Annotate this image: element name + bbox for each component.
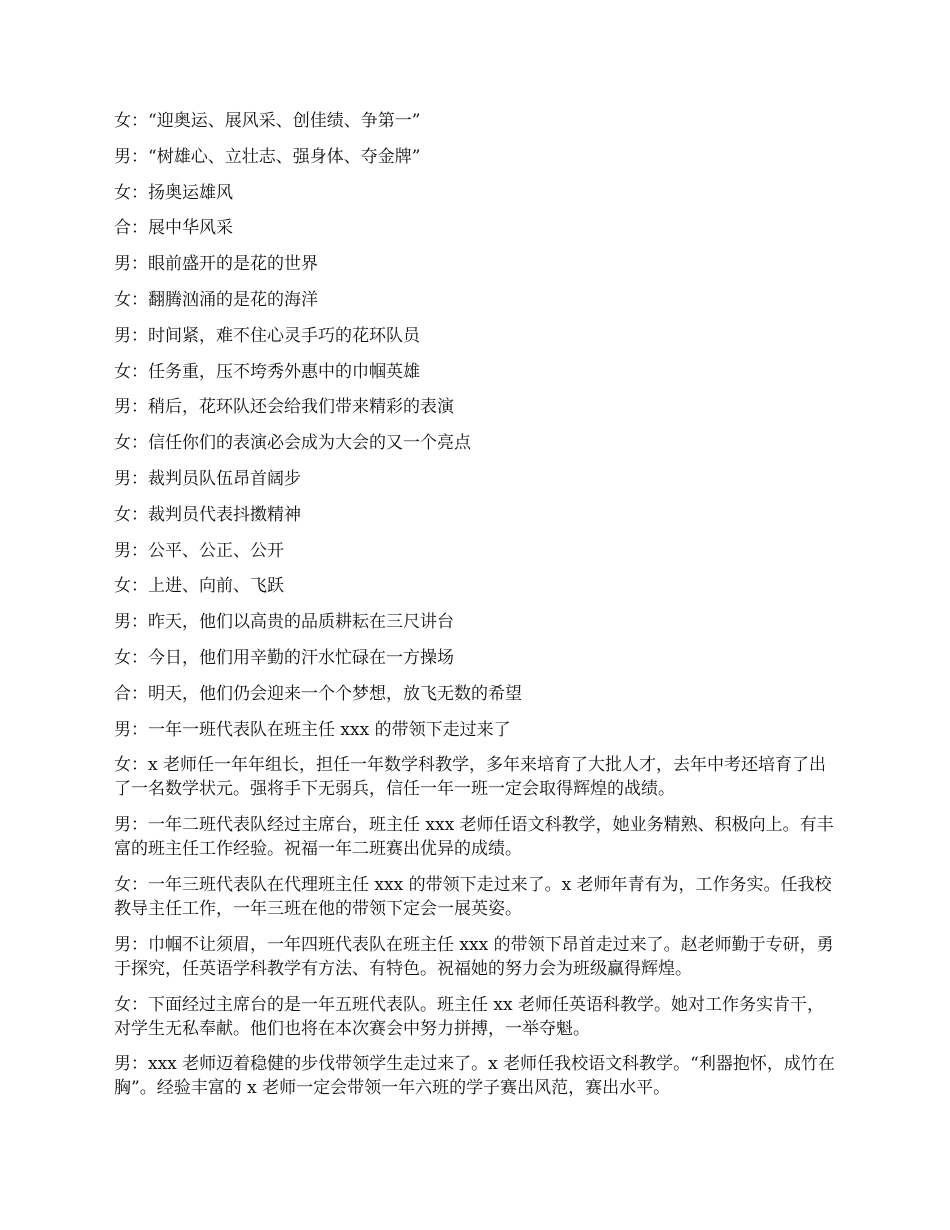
paragraph-8: 女：任务重，压不垮秀外惠中的巾帼英雄	[114, 361, 420, 382]
paragraph-7: 男：时间紧，难不住心灵手巧的花环队员	[114, 325, 420, 346]
paragraph-12: 女：裁判员代表抖擞精神	[114, 504, 301, 525]
paragraph-6: 女：翻腾汹涌的是花的海洋	[114, 289, 318, 310]
paragraph-1: 女：“迎奥运、展风采、创佳绩、争第一”	[114, 111, 421, 131]
paragraph-11: 男：裁判员队伍昂首阔步	[114, 468, 301, 489]
paragraph-13: 男：公平、公正、公开	[114, 540, 284, 561]
paragraph-19: 女：x 老师任一年年组长，担任一年数学科教学，多年来培育了大批人才，去年中考还培育了出了一名数学状元。强将手下无弱兵，信任一年一班一定会取得辉煌的战绩。	[114, 755, 826, 800]
paragraph-15: 男：昨天，他们以高贵的品质耕耘在三尺讲台	[114, 612, 454, 633]
paragraph-16: 女：今日，他们用辛勤的汗水忙碌在一方操场	[114, 647, 454, 668]
paragraph-20: 男：一年二班代表队经过主席台，班主任 xxx 老师任语文科教学，她业务精熟、积极向上。有丰富的班主任工作经验。祝福一年二班赛出优异的成绩。	[114, 815, 834, 860]
paragraph-9: 男：稍后，花环队还会给我们带来精彩的表演	[114, 397, 454, 418]
paragraph-18: 男：一年一班代表队在班主任 xxx 的带领下走过来了	[114, 719, 511, 740]
paragraph-3: 女：扬奥运雄风	[114, 182, 233, 203]
paragraph-4: 合：展中华风采	[114, 218, 233, 239]
paragraph-22: 男：巾帼不让须眉，一年四班代表队在班主任 xxx 的带领下昂首走过来了。赵老师勤于专研，勇于探究，任英语学科教学有方法、有特色。祝福她的努力会为班级赢得辉煌。	[114, 934, 834, 979]
document-body	[114, 109, 839, 1112]
paragraph-10: 女：信任你们的表演必会成为大会的又一个亮点	[114, 433, 471, 454]
paragraph-23: 女：下面经过主席台的是一年五班代表队。班主任 xx 老师任英语科教学。她对工作务实肯干，对学生无私奉献。他们也将在本次赛会中努力拼搏，一举夺魁。	[114, 994, 824, 1039]
paragraph-21: 女：一年三班代表队在代理班主任 xxx 的带领下走过来了。x 老师年青有为，工作务实。任我校教导主任工作，一年三班在他的带领下定会一展英姿。	[114, 874, 832, 919]
paragraph-14: 女：上进、向前、飞跃	[114, 576, 284, 597]
paragraph-2: 男：“树雄心、立壮志、强身体、夺金牌”	[114, 146, 421, 167]
paragraph-17: 合：明天，他们仍会迎来一个个梦想，放飞无数的希望	[114, 683, 522, 704]
paragraph-24: 男：xxx 老师迈着稳健的步伐带领学生走过来了。x 老师任我校语文科教学。“利器抱怀，成竹在胸”。经验丰富的 x 老师一定会带领一年六班的学子赛出风范，赛出水平。	[114, 1054, 835, 1099]
paragraph-5: 男：眼前盛开的是花的世界	[114, 254, 318, 275]
